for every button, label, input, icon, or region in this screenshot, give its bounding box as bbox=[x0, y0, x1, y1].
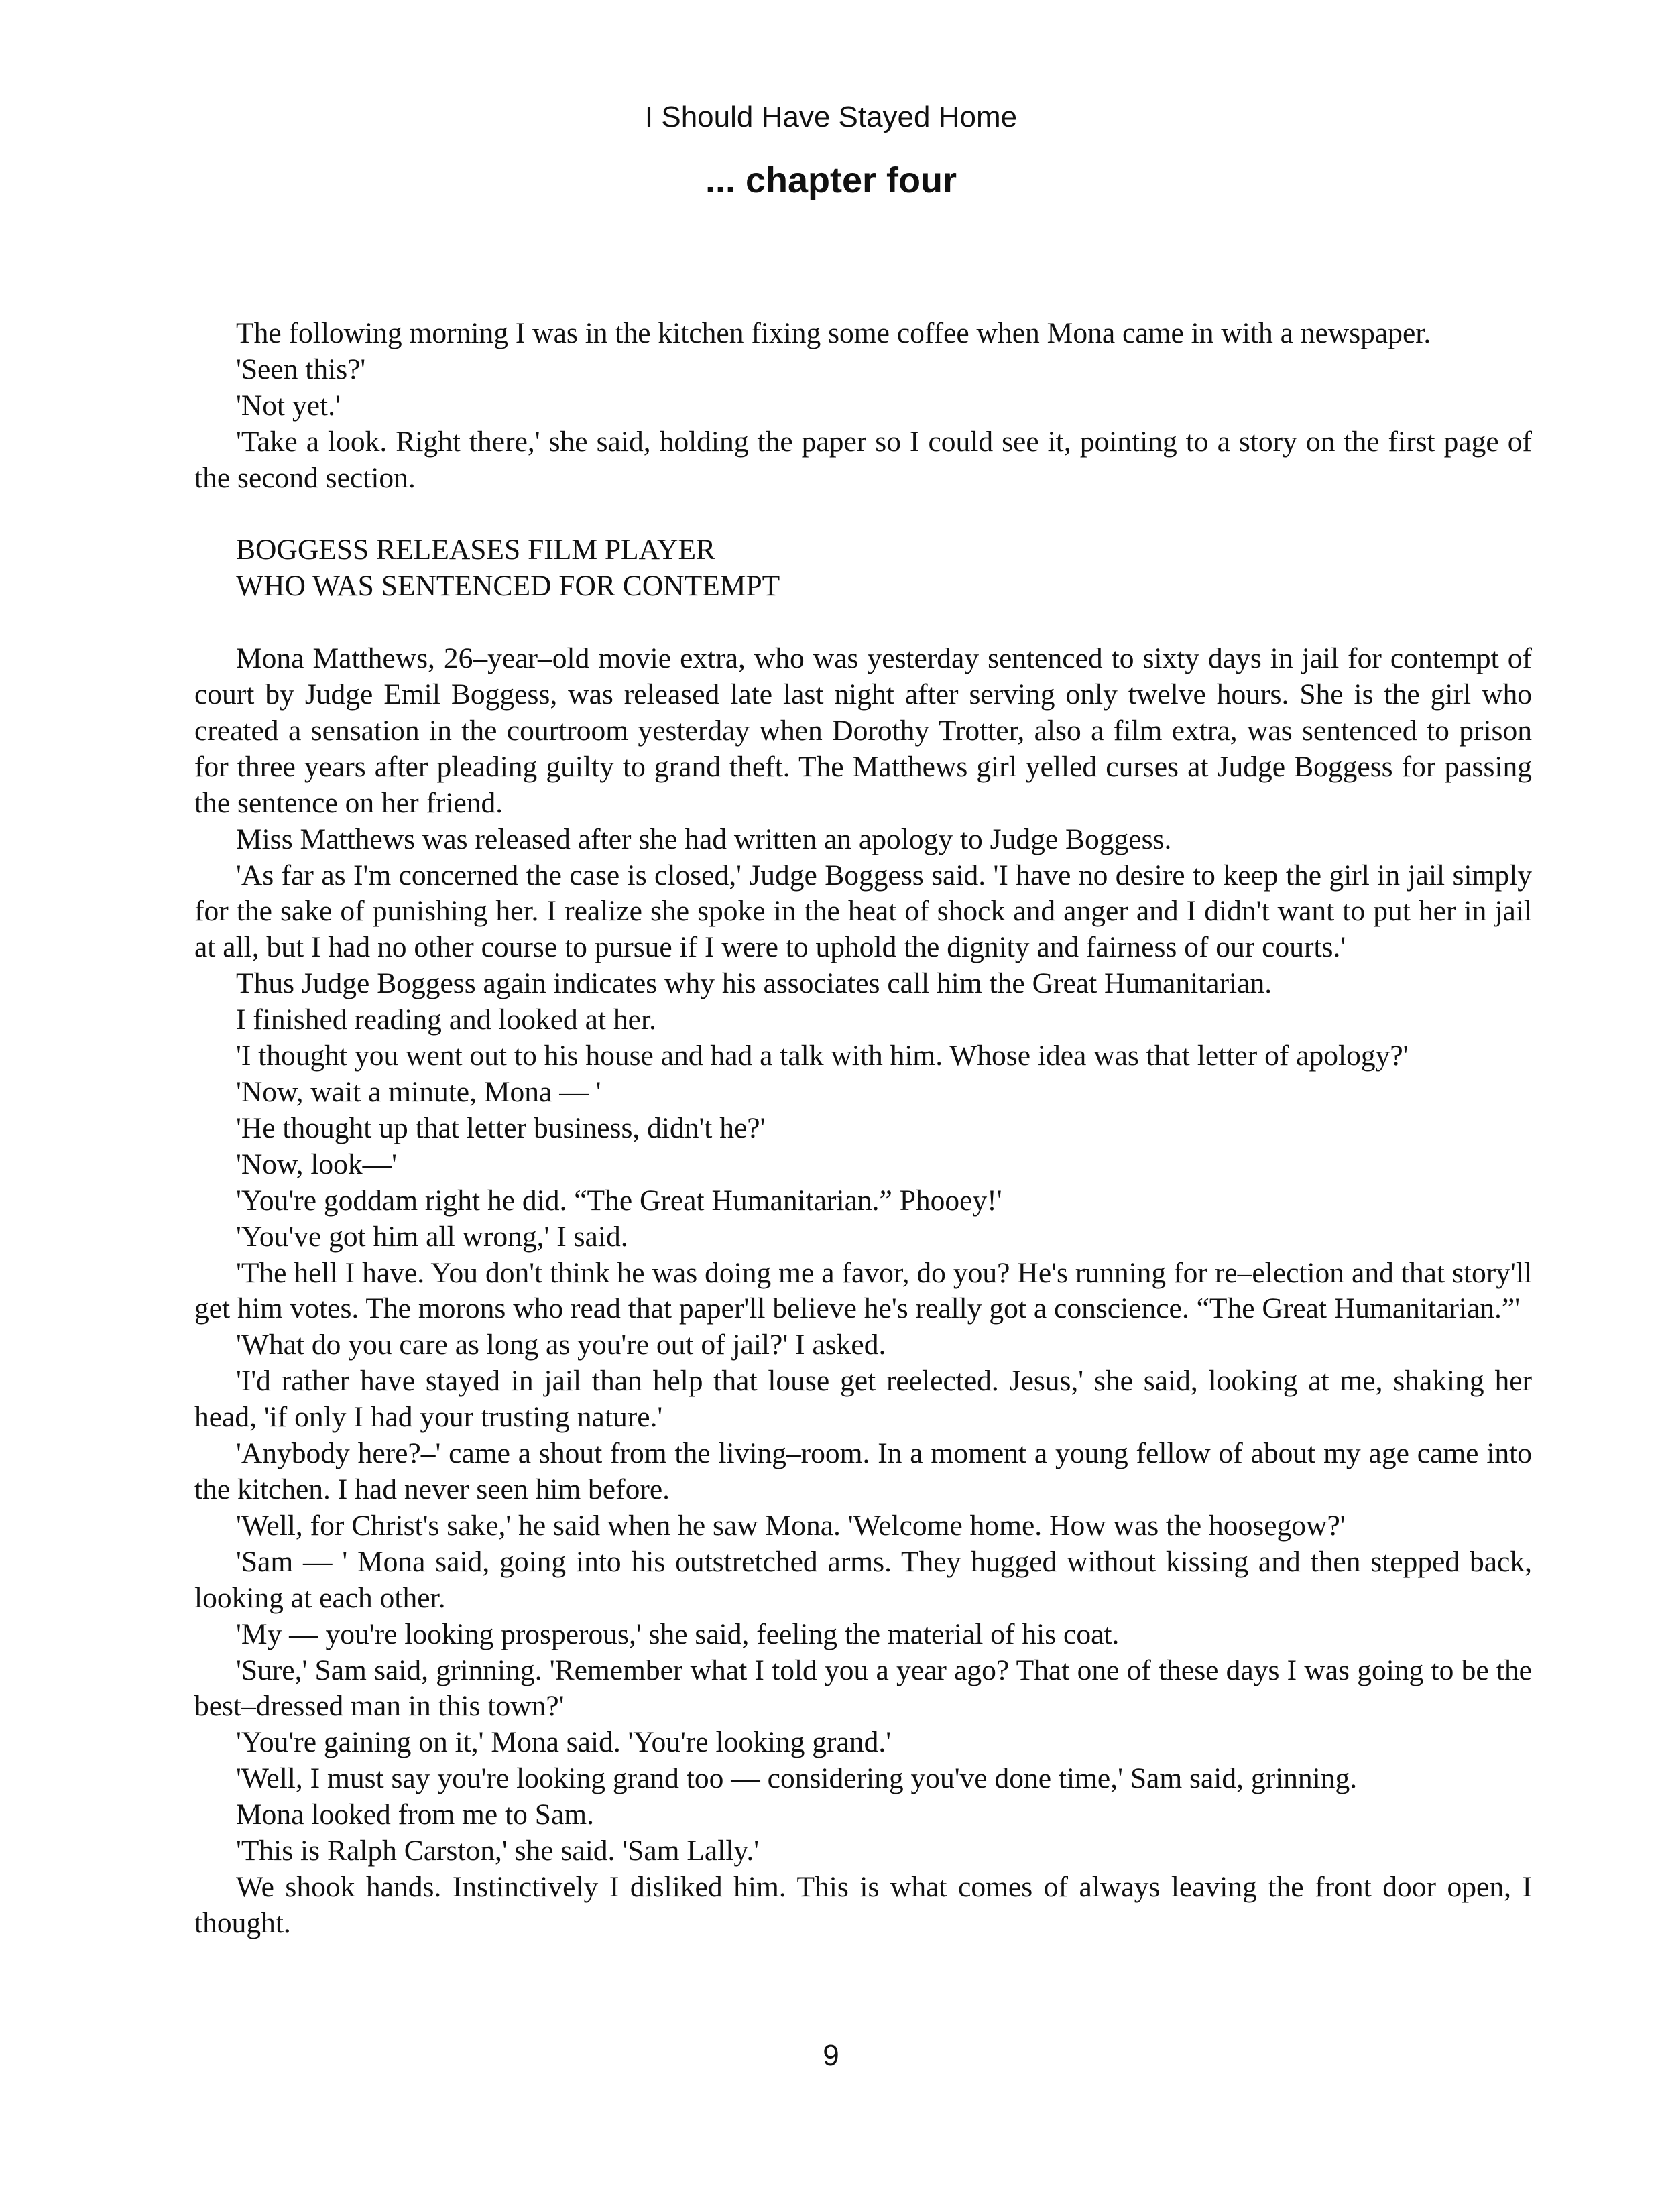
book-title: I Should Have Stayed Home bbox=[644, 101, 1018, 133]
paragraph: 'Well, for Christ's sake,' he said when he saw Mona. 'Welcome home. How was the hoosegow?' bbox=[236, 1509, 1346, 1542]
paragraph: 'He thought up that letter business, didn't he?' bbox=[236, 1111, 766, 1144]
headline-line: BOGGESS RELEASES FILM PLAYER bbox=[236, 534, 716, 566]
paragraph: Mona Matthews, 26–year–old movie extra, who was yesterday sentenced to sixty days in jail for contempt of court by Judge Emil Boggess, was released late last night after serving only twelve hours. She is the girl who created a sensation in the courtroom yesterday when Dorothy Trotter, also a film extra, was sentenced to prison for three years after pleading guilty to grand theft. The Matthews girl yelled curses at Judge Boggess for passing the sentence on her friend. bbox=[194, 642, 1532, 819]
paragraph: 'Not yet.' bbox=[236, 389, 341, 422]
paragraph: The following morning I was in the kitchen fixing some coffee when Mona came in with a newspaper. bbox=[236, 317, 1431, 349]
paragraph: 'You've got him all wrong,' I said. bbox=[236, 1220, 628, 1253]
paragraph: 'I'd rather have stayed in jail than help that louse get reelected. Jesus,' she said, looking at me, shaking her head, 'if only I had your trusting nature.' bbox=[194, 1365, 1532, 1434]
paragraph: 'You're goddam right he did. “The Great Humanitarian.” Phooey!' bbox=[236, 1184, 1002, 1217]
paragraph: 'You're gaining on it,' Mona said. 'You're looking grand.' bbox=[236, 1726, 892, 1759]
paragraph: 'Now, wait a minute, Mona — ' bbox=[236, 1076, 601, 1108]
paragraph: 'The hell I have. You don't think he was doing me a favor, do you? He's running for re–election and that story'll get him votes. The morons who read that paper'll believe he's really got a conscience. “The Great Humanitarian.”' bbox=[194, 1256, 1532, 1325]
paragraph: 'Anybody here?–' came a shout from the living–room. In a moment a young fellow of about my age came into the kitchen. I had never seen him before. bbox=[194, 1437, 1532, 1506]
chapter-title: ... chapter four bbox=[705, 160, 957, 200]
page-number: 9 bbox=[823, 2039, 839, 2072]
paragraph: 'What do you care as long as you're out of jail?' I asked. bbox=[236, 1329, 886, 1361]
paragraph: Thus Judge Boggess again indicates why his associates call him the Great Humanitarian. bbox=[236, 967, 1272, 1000]
paragraph: 'My — you're looking prosperous,' she said, feeling the material of his coat. bbox=[236, 1617, 1120, 1650]
headline-line: WHO WAS SENTENCED FOR CONTEMPT bbox=[236, 570, 780, 603]
paragraph: 'Sam — ' Mona said, going into his outstretched arms. They hugged without kissing and then stepped back, looking at each other. bbox=[194, 1545, 1532, 1614]
paragraph: We shook hands. Instinctively I disliked him. This is what comes of always leaving the front door open, I thought. bbox=[194, 1870, 1532, 1939]
paragraph: 'This is Ralph Carston,' she said. 'Sam Lally.' bbox=[236, 1835, 760, 1867]
paragraph: Mona looked from me to Sam. bbox=[236, 1798, 595, 1831]
newspaper-headline bbox=[194, 532, 1532, 605]
paragraph: 'I thought you went out to his house and had a talk with him. Whose idea was that letter of apology?' bbox=[236, 1040, 1409, 1072]
chapter-body bbox=[194, 316, 1532, 1942]
paragraph: 'Seen this?' bbox=[236, 353, 366, 385]
paragraph: 'Well, I must say you're looking grand too — considering you've done time,' Sam said, grinning. bbox=[236, 1762, 1358, 1795]
paragraph: I finished reading and looked at her. bbox=[236, 1003, 656, 1036]
paragraph-gap bbox=[194, 497, 1532, 533]
paragraph-gap bbox=[194, 605, 1532, 641]
paragraph: 'Take a look. Right there,' she said, holding the paper so I could see it, pointing to a story on the first page of the second section. bbox=[194, 425, 1532, 494]
paragraph: 'Sure,' Sam said, grinning. 'Remember what I told you a year ago? That one of these days I was going to be the best–dressed man in this town?' bbox=[194, 1654, 1532, 1723]
paragraph: 'Now, look—' bbox=[236, 1148, 398, 1180]
paragraph: 'As far as I'm concerned the case is closed,' Judge Boggess said. 'I have no desire to keep the girl in jail simply for the sake of punishing her. I realize she spoke in the heat of shock and anger and I didn't want to put her in jail at all, but I had no other course to pursue if I were to uphold the dignity and fairness of our courts.' bbox=[194, 859, 1532, 964]
paragraph: Miss Matthews was released after she had written an apology to Judge Boggess. bbox=[236, 822, 1172, 855]
